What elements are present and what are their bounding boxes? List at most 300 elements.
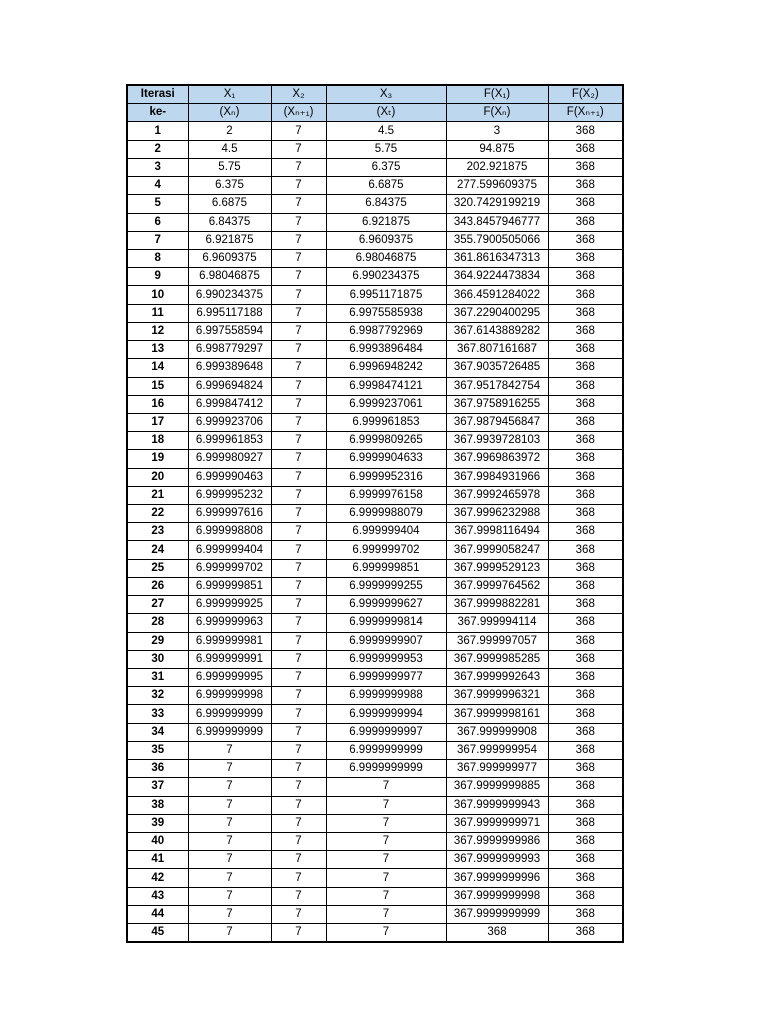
x3-cell: 7 [326,887,446,905]
fx2-cell: 368 [548,177,623,195]
table-row [127,268,623,286]
x2-cell: 7 [271,541,326,559]
x1-cell: 6.98046875 [188,268,271,286]
x1-cell: 7 [188,760,271,778]
table-row [127,377,623,395]
iterasi-cell: 45 [127,924,188,943]
fx2-cell: 368 [548,796,623,814]
x2-cell: 7 [271,669,326,687]
fx2-cell: 368 [548,486,623,504]
fx2-cell: 368 [548,195,623,213]
fx1-cell: 367.9996232988 [446,505,548,523]
iterasi-cell: 2 [127,140,188,158]
table-row [127,541,623,559]
fx2-cell: 368 [548,359,623,377]
x2-cell: 7 [271,596,326,614]
fx1-cell: 367.9999998161 [446,705,548,723]
x1-cell: 6.999980927 [188,450,271,468]
x2-cell: 7 [271,395,326,413]
iterasi-cell: 33 [127,705,188,723]
fx1-cell: 367.9998116494 [446,523,548,541]
x1-cell: 6.84375 [188,213,271,231]
fx2-cell: 368 [548,632,623,650]
fx1-cell: 367.9939728103 [446,432,548,450]
fx2-cell: 368 [548,905,623,923]
table-row [127,122,623,140]
x1-cell: 6.999997616 [188,505,271,523]
iterasi-cell: 23 [127,523,188,541]
x2-cell: 7 [271,577,326,595]
table-row [127,486,623,504]
fx2-cell: 368 [548,286,623,304]
table-row [127,577,623,595]
x1-cell: 6.997558594 [188,322,271,340]
table-row [127,359,623,377]
iterasi-cell: 21 [127,486,188,504]
fx2-cell: 368 [548,341,623,359]
fx1-cell: 367.9999985285 [446,650,548,668]
fx1-cell: 343.8457946777 [446,213,548,231]
iteration-table [126,84,624,943]
x3-cell: 6.98046875 [326,249,446,267]
table-row [127,195,623,213]
fx1-cell: 367.807161687 [446,341,548,359]
header-x3: X₃ [326,85,446,104]
x1-cell: 6.999998808 [188,523,271,541]
table-row [127,177,623,195]
x2-cell: 7 [271,650,326,668]
x3-cell: 7 [326,869,446,887]
table-row [127,286,623,304]
iterasi-cell: 20 [127,468,188,486]
x3-cell: 7 [326,796,446,814]
x1-cell: 6.999999404 [188,541,271,559]
x2-cell: 7 [271,213,326,231]
x1-cell: 6.999990463 [188,468,271,486]
x3-cell: 6.9987792969 [326,322,446,340]
x3-cell: 6.990234375 [326,268,446,286]
fx1-cell: 367.9999999885 [446,778,548,796]
fx1-cell: 364.9224473834 [446,268,548,286]
fx1-cell: 367.999997057 [446,632,548,650]
header-fx2: F(X₂) [548,85,623,104]
fx2-cell: 368 [548,687,623,705]
fx1-cell: 367.9999999996 [446,869,548,887]
table-row [127,778,623,796]
fx2-cell: 368 [548,432,623,450]
table-row [127,669,623,687]
x1-cell: 7 [188,741,271,759]
x2-cell: 7 [271,304,326,322]
fx1-cell: 367.9999992643 [446,669,548,687]
x1-cell: 6.999694824 [188,377,271,395]
x3-cell: 6.9999976158 [326,486,446,504]
x3-cell: 6.999999851 [326,559,446,577]
iterasi-cell: 3 [127,158,188,176]
fx2-cell: 368 [548,596,623,614]
table-row [127,596,623,614]
x1-cell: 6.999999999 [188,705,271,723]
x1-cell: 7 [188,924,271,943]
x1-cell: 6.999847412 [188,395,271,413]
x2-cell: 7 [271,122,326,140]
iterasi-cell: 39 [127,814,188,832]
fx1-cell: 367.9992465978 [446,486,548,504]
fx2-cell: 368 [548,322,623,340]
fx1-cell: 367.9999882281 [446,596,548,614]
x2-cell: 7 [271,377,326,395]
x2-cell: 7 [271,832,326,850]
fx1-cell: 361.8616347313 [446,249,548,267]
x2-cell: 7 [271,723,326,741]
fx2-cell: 368 [548,559,623,577]
x2-cell: 7 [271,505,326,523]
x3-cell: 6.9999952316 [326,468,446,486]
fx2-cell: 368 [548,395,623,413]
fx1-cell: 277.599609375 [446,177,548,195]
table-row [127,468,623,486]
x1-cell: 6.375 [188,177,271,195]
header-xn: (Xₙ) [188,104,271,122]
fx1-cell: 367.9999529123 [446,559,548,577]
x2-cell: 7 [271,140,326,158]
x1-cell: 6.999999999 [188,723,271,741]
x3-cell: 6.375 [326,158,446,176]
iterasi-cell: 43 [127,887,188,905]
fx1-cell: 367.9517842754 [446,377,548,395]
iterasi-cell: 18 [127,432,188,450]
x3-cell: 6.9998474121 [326,377,446,395]
iterasi-cell: 6 [127,213,188,231]
fx1-cell: 367.999999908 [446,723,548,741]
x2-cell: 7 [271,450,326,468]
iterasi-cell: 24 [127,541,188,559]
x2-cell: 7 [271,195,326,213]
fx2-cell: 368 [548,122,623,140]
fx1-cell: 355.7900505066 [446,231,548,249]
fx2-cell: 368 [548,924,623,943]
x1-cell: 6.999999851 [188,577,271,595]
x1-cell: 6.999999963 [188,614,271,632]
fx1-cell: 367.9035726485 [446,359,548,377]
table-row [127,249,623,267]
fx2-cell: 368 [548,814,623,832]
x1-cell: 6.999999981 [188,632,271,650]
fx2-cell: 368 [548,268,623,286]
x3-cell: 6.9999999255 [326,577,446,595]
fx2-cell: 368 [548,377,623,395]
table-row [127,559,623,577]
table-row [127,158,623,176]
x1-cell: 6.999999702 [188,559,271,577]
x2-cell: 7 [271,523,326,541]
x1-cell: 7 [188,905,271,923]
fx1-cell: 366.4591284022 [446,286,548,304]
fx1-cell: 320.7429199219 [446,195,548,213]
x2-cell: 7 [271,322,326,340]
fx2-cell: 368 [548,705,623,723]
fx1-cell: 202.921875 [446,158,548,176]
x2-cell: 7 [271,687,326,705]
header-xn1: (Xₙ₊₁) [271,104,326,122]
header-fx1: F(X₁) [446,85,548,104]
x3-cell: 5.75 [326,140,446,158]
x2-cell: 7 [271,760,326,778]
table-header [127,85,623,122]
x3-cell: 6.9999999814 [326,614,446,632]
iterasi-cell: 22 [127,505,188,523]
table-row [127,687,623,705]
fx1-cell: 367.9999764562 [446,577,548,595]
fx1-cell: 367.9758916255 [446,395,548,413]
iterasi-cell: 29 [127,632,188,650]
x2-cell: 7 [271,814,326,832]
x2-cell: 7 [271,158,326,176]
x2-cell: 7 [271,705,326,723]
fx2-cell: 368 [548,577,623,595]
fx2-cell: 368 [548,304,623,322]
fx2-cell: 368 [548,741,623,759]
x3-cell: 6.9999999627 [326,596,446,614]
fx1-cell: 94.875 [446,140,548,158]
iterasi-cell: 35 [127,741,188,759]
iterasi-cell: 27 [127,596,188,614]
x3-cell: 6.9999999977 [326,669,446,687]
x3-cell: 6.9999809265 [326,432,446,450]
x1-cell: 6.999923706 [188,413,271,431]
x1-cell: 7 [188,832,271,850]
iterasi-cell: 1 [127,122,188,140]
x1-cell: 5.75 [188,158,271,176]
iterasi-cell: 17 [127,413,188,431]
iterasi-cell: 11 [127,304,188,322]
x3-cell: 6.9999999999 [326,741,446,759]
x3-cell: 6.9999999997 [326,723,446,741]
table-row [127,322,623,340]
fx2-cell: 368 [548,614,623,632]
fx2-cell: 368 [548,869,623,887]
iterasi-cell: 36 [127,760,188,778]
x3-cell: 6.9996948242 [326,359,446,377]
x3-cell: 6.9999999988 [326,687,446,705]
table-row [127,341,623,359]
table-row [127,140,623,158]
fx1-cell: 367.999994114 [446,614,548,632]
x3-cell: 7 [326,814,446,832]
fx1-cell: 367.9999999999 [446,905,548,923]
x1-cell: 7 [188,796,271,814]
x1-cell: 6.921875 [188,231,271,249]
x3-cell: 7 [326,832,446,850]
x2-cell: 7 [271,741,326,759]
x2-cell: 7 [271,249,326,267]
fx2-cell: 368 [548,505,623,523]
table-row [127,741,623,759]
fx2-cell: 368 [548,213,623,231]
table-row [127,450,623,468]
table-row [127,723,623,741]
fx2-cell: 368 [548,523,623,541]
iterasi-cell: 28 [127,614,188,632]
iterasi-cell: 26 [127,577,188,595]
iterasi-cell: 7 [127,231,188,249]
table-row [127,905,623,923]
fx1-cell: 367.9999999998 [446,887,548,905]
fx2-cell: 368 [548,669,623,687]
iterasi-cell: 32 [127,687,188,705]
fx1-cell: 367.9984931966 [446,468,548,486]
x2-cell: 7 [271,796,326,814]
header-row-2 [127,104,623,122]
fx2-cell: 368 [548,541,623,559]
iterasi-cell: 12 [127,322,188,340]
iterasi-cell: 10 [127,286,188,304]
x2-cell: 7 [271,468,326,486]
iterasi-cell: 30 [127,650,188,668]
header-fxn1: F(Xₙ₊₁) [548,104,623,122]
x1-cell: 6.999961853 [188,432,271,450]
fx2-cell: 368 [548,832,623,850]
x3-cell: 6.9993896484 [326,341,446,359]
iterasi-cell: 41 [127,851,188,869]
x3-cell: 4.5 [326,122,446,140]
x1-cell: 7 [188,814,271,832]
table-row [127,887,623,905]
fx2-cell: 368 [548,650,623,668]
x1-cell: 2 [188,122,271,140]
iterasi-cell: 37 [127,778,188,796]
table-row [127,832,623,850]
table-row [127,814,623,832]
fx1-cell: 367.9999999943 [446,796,548,814]
table-row [127,614,623,632]
table-row [127,632,623,650]
table-row [127,213,623,231]
x2-cell: 7 [271,778,326,796]
x3-cell: 7 [326,905,446,923]
x2-cell: 7 [271,559,326,577]
x2-cell: 7 [271,341,326,359]
x2-cell: 7 [271,924,326,943]
iterasi-cell: 15 [127,377,188,395]
table-row [127,413,623,431]
iterasi-cell: 5 [127,195,188,213]
x1-cell: 7 [188,851,271,869]
fx1-cell: 3 [446,122,548,140]
fx2-cell: 368 [548,249,623,267]
iterasi-cell: 8 [127,249,188,267]
iterasi-cell: 19 [127,450,188,468]
x3-cell: 7 [326,851,446,869]
iterasi-cell: 4 [127,177,188,195]
x2-cell: 7 [271,268,326,286]
x3-cell: 6.9999999907 [326,632,446,650]
x1-cell: 6.999389648 [188,359,271,377]
fx2-cell: 368 [548,413,623,431]
x3-cell: 6.999999404 [326,523,446,541]
x1-cell: 7 [188,778,271,796]
fx2-cell: 368 [548,140,623,158]
fx1-cell: 367.9999999971 [446,814,548,832]
x3-cell: 6.921875 [326,213,446,231]
table-row [127,231,623,249]
x1-cell: 6.9609375 [188,249,271,267]
fx2-cell: 368 [548,723,623,741]
table-row [127,304,623,322]
x1-cell: 6.999999998 [188,687,271,705]
x3-cell: 6.9999237061 [326,395,446,413]
fx1-cell: 367.999999954 [446,741,548,759]
x1-cell: 4.5 [188,140,271,158]
x3-cell: 6.6875 [326,177,446,195]
fx2-cell: 368 [548,778,623,796]
iterasi-cell: 44 [127,905,188,923]
fx1-cell: 367.2290400295 [446,304,548,322]
x1-cell: 6.6875 [188,195,271,213]
x2-cell: 7 [271,851,326,869]
iterasi-cell: 31 [127,669,188,687]
x3-cell: 6.9999999994 [326,705,446,723]
x2-cell: 7 [271,286,326,304]
x3-cell: 6.999961853 [326,413,446,431]
x1-cell: 6.999999995 [188,669,271,687]
header-iterasi: Iterasi [127,85,188,104]
table-row [127,505,623,523]
table-row [127,432,623,450]
header-x1: X₁ [188,85,271,104]
fx2-cell: 368 [548,468,623,486]
table-row [127,924,623,943]
x2-cell: 7 [271,413,326,431]
x3-cell: 6.9609375 [326,231,446,249]
iterasi-cell: 25 [127,559,188,577]
x2-cell: 7 [271,432,326,450]
table-row [127,705,623,723]
fx1-cell: 367.9879456847 [446,413,548,431]
x1-cell: 6.999999925 [188,596,271,614]
x3-cell: 6.9999904633 [326,450,446,468]
x2-cell: 7 [271,231,326,249]
iterasi-cell: 16 [127,395,188,413]
fx1-cell: 367.9999058247 [446,541,548,559]
x3-cell: 6.84375 [326,195,446,213]
x1-cell: 6.999999991 [188,650,271,668]
x2-cell: 7 [271,887,326,905]
x3-cell: 7 [326,924,446,943]
header-fxn: F(Xₙ) [446,104,548,122]
iterasi-cell: 9 [127,268,188,286]
x2-cell: 7 [271,177,326,195]
fx2-cell: 368 [548,450,623,468]
x1-cell: 6.990234375 [188,286,271,304]
fx2-cell: 368 [548,158,623,176]
iterasi-cell: 34 [127,723,188,741]
x2-cell: 7 [271,869,326,887]
fx1-cell: 367.9999999993 [446,851,548,869]
table-body [127,122,623,942]
x1-cell: 7 [188,887,271,905]
iterasi-cell: 14 [127,359,188,377]
x3-cell: 6.9999999953 [326,650,446,668]
fx1-cell: 367.9999999986 [446,832,548,850]
table-row [127,523,623,541]
x3-cell: 6.9975585938 [326,304,446,322]
x1-cell: 6.999995232 [188,486,271,504]
table-row [127,395,623,413]
fx2-cell: 368 [548,887,623,905]
x3-cell: 6.999999702 [326,541,446,559]
header-xt: (Xₜ) [326,104,446,122]
